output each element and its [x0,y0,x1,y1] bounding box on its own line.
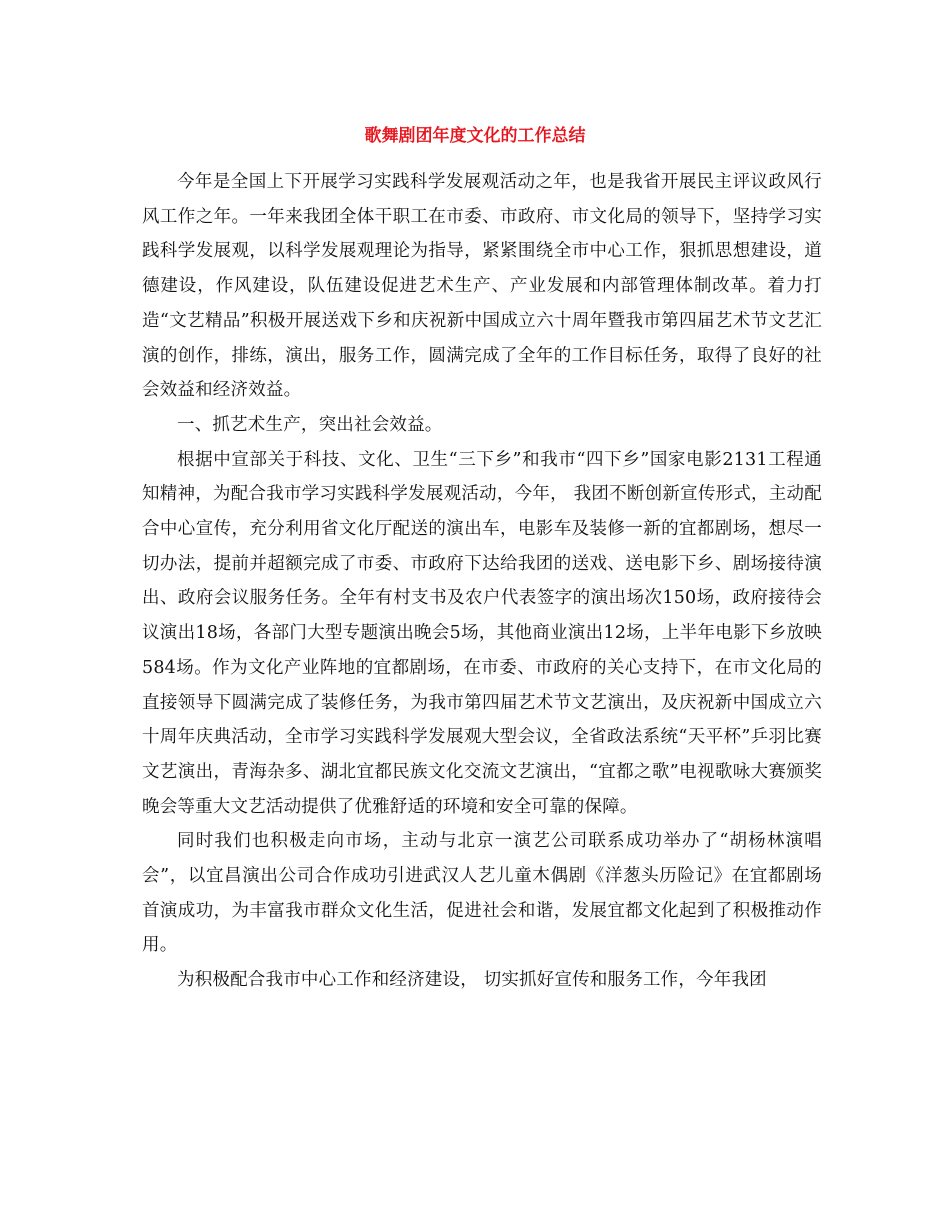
paragraph-market: 同时我们也积极走向市场，主动与北京一演艺公司联系成功举办了“胡杨林演唱会”，以宜昌演出公司合作成功引进武汉人艺儿童木偶剧《洋葱头历险记》在宜都剧场首演成功，为丰富我市群众文化生活，促进社会和谐，发展宜都文化起到了积极推动作用。 [142,831,822,956]
paragraph-art-production: 根据中宣部关于科技、文化、卫生“三下乡”和我市“四下乡”国家电影2131工程通知精神，为配合我市学习实践科学发展观活动，今年， 我团不断创新宣传形式，主动配合中心宣传，充分利用省文化厅配送的演出车，电影车及装修一新的宜都剧场，想尽一切办法，提前并超额完成了市委、市政府下达给我团的送戏、送电影下乡、剧场接待演出、政府会议服务任务。全年有村支书及农户代表签字的演出场次150场，政府接待会议演出18场，各部门大型专题演出晚会5场，其他商业演出12场，上半年电影下乡放映584场。作为文化产业阵地的宜都剧场，在市委、市政府的关心支持下，在市文化局的直接领导下圆满完成了装修任务，为我市第四届艺术节文艺演出，及庆祝新中国成立六十周年庆典活动，全市学习实践科学发展观大型会议，全省政法系统“天平杯”乒羽比赛文艺演出，青海杂多、湖北宜都民族文化交流文艺演出，“宜都之歌”电视歌咏大赛颁奖晚会等重大文艺活动提供了优雅舒适的环境和安全可靠的保障。 [142,449,822,817]
paragraph-service: 为积极配合我市中心工作和经济建设， 切实抓好宣传和服务工作，今年我团 [177,970,767,991]
section-heading-1: 一、抓艺术生产，突出社会效益。 [177,414,443,435]
paragraph-intro: 今年是全国上下开展学习实践科学发展观活动之年，也是我省开展民主评议政风行风工作之年。一年来我团全体干职工在市委、市政府、市文化局的领导下，坚持学习实践科学发展观，以科学发展观理论为指导，紧紧围绕全市中心工作，狠抓思想建设，道德建设，作风建设，队伍建设促进艺术生产、产业发展和内部管理体制改革。着力打造“文艺精品”积极开展送戏下乡和庆祝新中国成立六十周年暨我市第四届艺术节文艺汇演的创作，排练，演出，服务工作，圆满完成了全年的工作目标任务，取得了良好的社会效益和经济效益。 [142,172,822,401]
document-body [142,165,822,998]
document-title: 歌舞剧团年度文化的工作总结 [364,126,586,146]
